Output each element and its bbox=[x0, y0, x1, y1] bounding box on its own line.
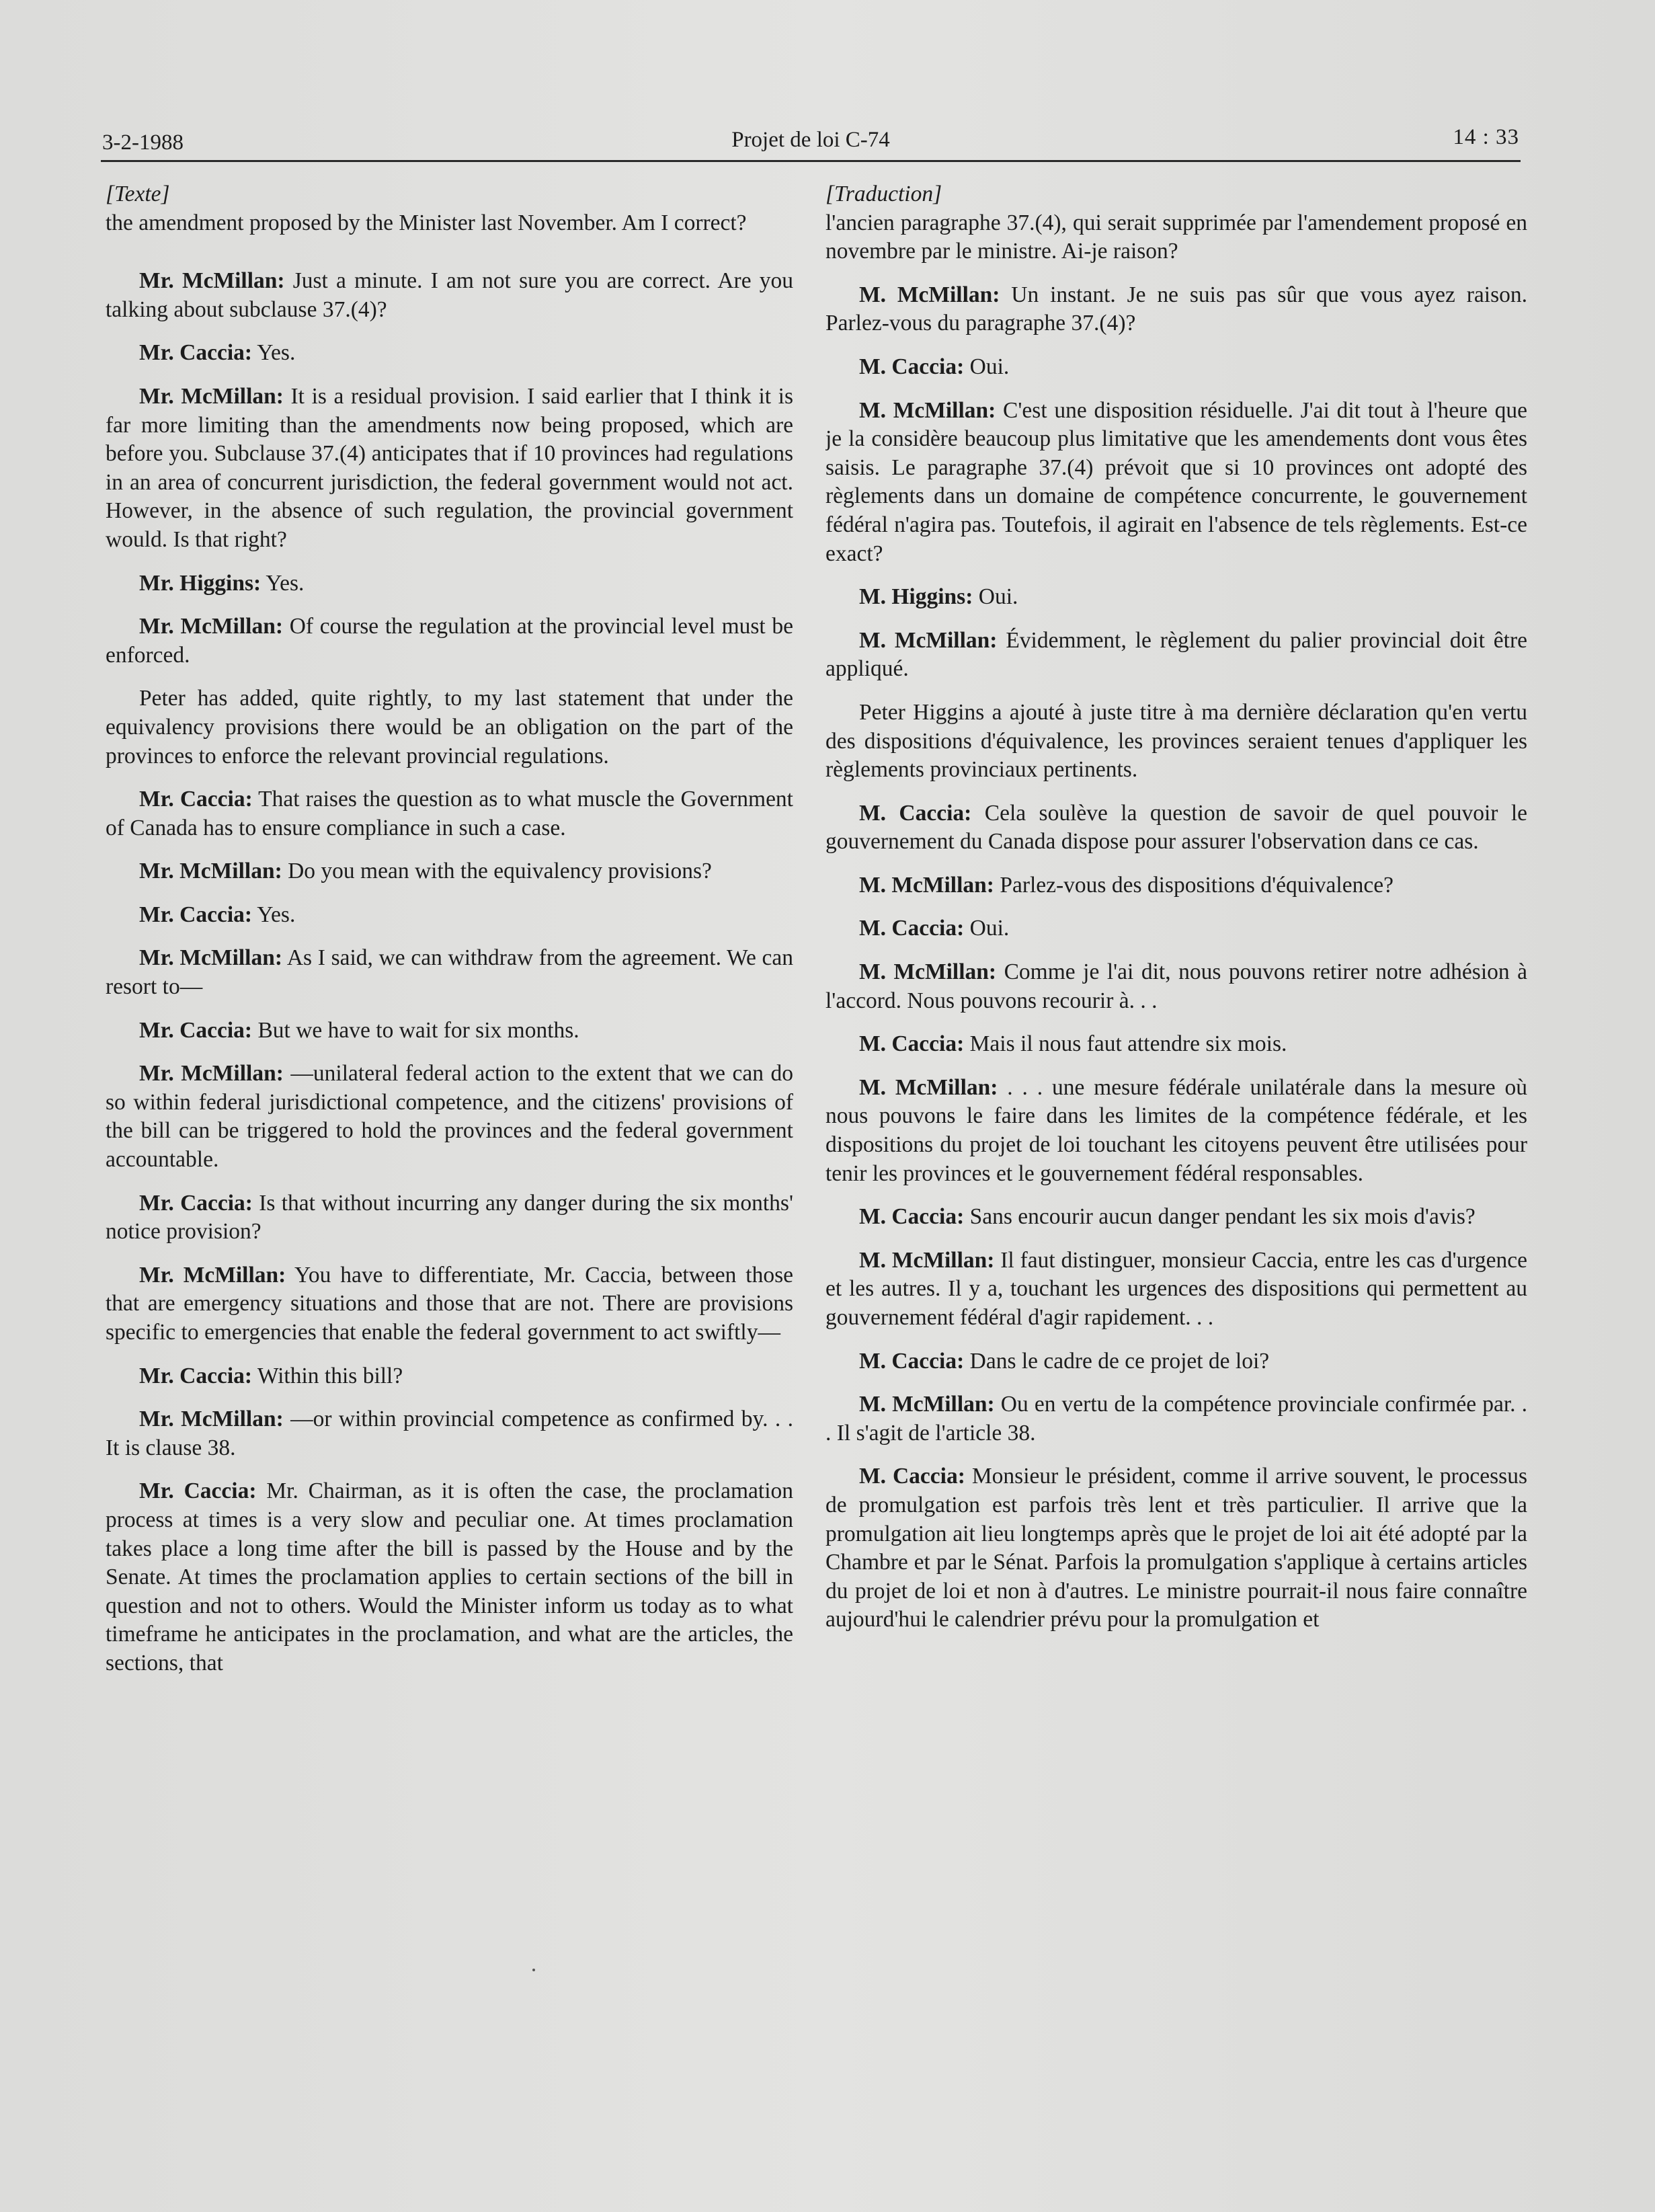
transcript-paragraph bbox=[825, 871, 1527, 900]
speaker-name: Mr. McMillan: bbox=[139, 614, 284, 639]
speaker-name: M. McMillan: bbox=[859, 627, 998, 653]
transcript-paragraph bbox=[825, 1074, 1527, 1188]
transcript-paragraph bbox=[106, 209, 793, 238]
transcript-paragraph bbox=[106, 1405, 793, 1462]
transcript-paragraph bbox=[825, 1347, 1527, 1376]
transcript-paragraph bbox=[106, 1477, 793, 1677]
speaker-name: M. Caccia: bbox=[859, 1204, 965, 1230]
transcript-paragraph bbox=[825, 209, 1527, 266]
speaker-name: M. McMillan: bbox=[859, 1247, 995, 1273]
paragraph-text: Yes. bbox=[257, 340, 296, 366]
speaker-name: Mr. McMillan: bbox=[139, 859, 282, 884]
paragraph-text: Peter has added, quite rightly, to my last statement that under the equivalency provisions there would be an obligation on the part of the provinces to enforce the relevant provincial regulations. bbox=[106, 686, 793, 768]
transcript-paragraph bbox=[106, 901, 793, 930]
paragraph-text: Cela soulève la question de savoir de quel pouvoir le gouvernement du Canada dispose pour assurer l'observation dans ce cas. bbox=[825, 800, 1527, 855]
speaker-name: M. McMillan: bbox=[859, 872, 994, 898]
transcript-paragraph bbox=[106, 1261, 793, 1347]
transcript-paragraph bbox=[106, 613, 793, 670]
speaker-name: Mr. Caccia: bbox=[139, 787, 253, 812]
speaker-name: M. McMillan: bbox=[859, 397, 996, 423]
speaker-name: M. Caccia: bbox=[859, 916, 965, 941]
paragraph-text: Just a minute. I am not sure you are correct. Are you talking about subclause 37.(4)? bbox=[106, 268, 793, 322]
transcript-paragraph bbox=[825, 1390, 1527, 1448]
paragraph-text: Of course the regulation at the provincial level must be enforced. bbox=[106, 614, 793, 668]
speaker-name: Mr. Caccia: bbox=[139, 340, 253, 366]
transcript-paragraph bbox=[825, 281, 1527, 338]
paragraph-text: —or within provincial competence as confirmed by. . . It is clause 38. bbox=[106, 1407, 793, 1460]
speaker-name: Mr. Higgins: bbox=[139, 570, 261, 596]
paragraph-text: Monsieur le président, comme il arrive souvent, le processus de promulgation est parfois très lent et très particulier. Il arrive que la promulgation ait lieu longtemps après que le projet de loi ait été adopté par la Chambre et par le Sénat. Parfois la promulgation s'applique à certains articles du projet de loi et non à d'autres. Le ministre pourrait-il nous faire connaître aujourd'hui le calendrier prévu pour la promulgation et bbox=[825, 1464, 1527, 1632]
transcript-paragraph bbox=[825, 397, 1527, 569]
transcript-paragraph bbox=[106, 267, 793, 324]
speaker-name: Mr. Caccia: bbox=[139, 1363, 253, 1388]
paragraph-text: Parlez-vous des dispositions d'équivalence? bbox=[1000, 872, 1394, 898]
column-label: [Traduction] bbox=[825, 182, 942, 206]
transcript-paragraph bbox=[825, 1462, 1527, 1634]
speaker-name: Mr. McMillan: bbox=[139, 1407, 284, 1432]
paragraph-text: Yes. bbox=[266, 570, 305, 596]
speaker-name: M. Caccia: bbox=[859, 1348, 965, 1374]
page-header bbox=[102, 125, 1519, 163]
transcript-paragraph bbox=[106, 785, 793, 842]
paragraph-text: . . . une mesure fédérale unilatérale dans la mesure où nous pouvons le faire dans les limites de la compétence fédérale, et les dispositions du projet de loi touchant les citoyens peuvent être utilisées pour tenir les provinces et le gouvernement fédéral responsables. bbox=[825, 1074, 1527, 1186]
paragraph-text: But we have to wait for six months. bbox=[257, 1017, 579, 1043]
paragraph-text: —unilateral federal action to the extent that we can do so within federal jurisdictional competence, and the citizens' provisions of the bill can be triggered to hold the provinces and the federal government accountable. bbox=[106, 1061, 793, 1173]
paragraph-text: Oui. bbox=[978, 584, 1018, 610]
paragraph-text: the amendment proposed by the Minister last November. Am I correct? bbox=[106, 210, 747, 235]
speaker-name: Mr. McMillan: bbox=[139, 1061, 284, 1087]
transcript-paragraph bbox=[106, 684, 793, 771]
french-column bbox=[825, 180, 1527, 1969]
paragraph-text: Oui. bbox=[969, 354, 1010, 379]
transcript-paragraph bbox=[106, 569, 793, 598]
paragraph-text: Un instant. Je ne suis pas sûr que vous ayez raison. Parlez-vous du paragraphe 37.(4)? bbox=[825, 282, 1527, 336]
speaker-name: M. Caccia: bbox=[859, 354, 965, 379]
paragraph-text: You have to differentiate, Mr. Caccia, between those that are emergency situations and those that are not. There are provisions specific to emergencies that enable the federal government to act swiftly— bbox=[106, 1262, 793, 1345]
scan-speck bbox=[532, 1969, 535, 1971]
paragraph-text: Oui. bbox=[969, 916, 1010, 941]
speaker-name: Mr. Caccia: bbox=[139, 902, 253, 927]
header-rule bbox=[101, 160, 1521, 162]
transcript-paragraph bbox=[825, 958, 1527, 1015]
paragraph-text: Yes. bbox=[257, 902, 296, 927]
speaker-name: Mr. Caccia: bbox=[139, 1478, 257, 1504]
transcript-paragraph bbox=[106, 1060, 793, 1174]
header-date: 3-2-1988 bbox=[102, 130, 184, 155]
speaker-name: Mr. McMillan: bbox=[139, 945, 283, 971]
speaker-name: M. Higgins: bbox=[859, 584, 973, 610]
transcript-paragraph bbox=[106, 383, 793, 555]
transcript-paragraph bbox=[106, 1362, 793, 1391]
speaker-name: M. Caccia: bbox=[859, 800, 972, 826]
paragraph-text: Mais il nous faut attendre six mois. bbox=[969, 1031, 1287, 1057]
speaker-name: Mr. McMillan: bbox=[139, 383, 284, 409]
speaker-name: M. Caccia: bbox=[859, 1464, 965, 1489]
transcript-paragraph bbox=[825, 1247, 1527, 1333]
speaker-name: Mr. McMillan: bbox=[139, 1262, 286, 1288]
speaker-name: M. McMillan: bbox=[859, 959, 997, 985]
paragraph-text: Sans encourir aucun danger pendant les six mois d'avis? bbox=[969, 1204, 1476, 1230]
paragraph-text: Il faut distinguer, monsieur Caccia, entre les cas d'urgence et les autres. Il y a, touchant les urgences des dispositions qui permettent au gouvernement fédéral d'agir rapidement. . . bbox=[825, 1247, 1527, 1330]
transcript-paragraph bbox=[825, 1203, 1527, 1232]
speaker-name: M. McMillan: bbox=[859, 282, 1000, 307]
transcript-paragraph bbox=[825, 583, 1527, 612]
transcript-paragraph bbox=[825, 799, 1527, 857]
paragraph-text: C'est une disposition résiduelle. J'ai dit tout à l'heure que je la considère beaucoup plus limitative que les amendements dont vous êtes saisis. Le paragraphe 37.(4) prévoit que si 10 provinces ont adopté des règlements dans un domaine de compétence concurrente, le gouvernement fédéral n'agira pas. Toutefois, il agirait en l'absence de tels règlements. Est-ce exact? bbox=[825, 397, 1527, 566]
paragraph-text: Within this bill? bbox=[257, 1363, 403, 1388]
transcript-paragraph bbox=[825, 914, 1527, 943]
speaker-name: Mr. Caccia: bbox=[139, 1017, 253, 1043]
paragraph-text: Dans le cadre de ce projet de loi? bbox=[969, 1348, 1270, 1374]
transcript-paragraph bbox=[106, 944, 793, 1001]
paragraph-text: That raises the question as to what muscle the Government of Canada has to ensure compliance in such a case. bbox=[106, 787, 793, 840]
transcript-paragraph bbox=[106, 857, 793, 886]
paragraph-text: Peter Higgins a ajouté à juste titre à ma dernière déclaration qu'en vertu des dispositions d'équivalence, les provinces seraient tenues d'appliquer les règlements provinciaux pertinents. bbox=[825, 699, 1527, 783]
header-page-number: 14 : 33 bbox=[1453, 125, 1519, 149]
paragraph-text: As I said, we can withdraw from the agreement. We can resort to— bbox=[106, 945, 793, 1000]
paragraph-text: l'ancien paragraphe 37.(4), qui serait supprimée par l'amendement proposé en novembre par le ministre. Ai-je raison? bbox=[825, 210, 1527, 264]
speaker-name: M. McMillan: bbox=[859, 1074, 998, 1100]
column-label: [Texte] bbox=[106, 182, 170, 206]
speaker-name: M. McMillan: bbox=[859, 1392, 995, 1417]
paragraph-text: Comme je l'ai dit, nous pouvons retirer notre adhésion à l'accord. Nous pouvons recourir à. . . bbox=[825, 959, 1527, 1013]
transcript-paragraph bbox=[825, 353, 1527, 382]
transcript-paragraph bbox=[825, 699, 1527, 785]
header-title: Projet de loi C-74 bbox=[731, 128, 890, 152]
transcript-paragraph bbox=[106, 339, 793, 368]
transcript-paragraph bbox=[106, 1189, 793, 1247]
paragraph-text: Ou en vertu de la compétence provinciale confirmée par. . . Il s'agit de l'article 38. bbox=[825, 1392, 1527, 1446]
speaker-name: Mr. McMillan: bbox=[139, 268, 285, 294]
paragraph-text: Is that without incurring any danger during the six months' notice provision? bbox=[106, 1190, 793, 1245]
speaker-name: Mr. Caccia: bbox=[139, 1190, 253, 1216]
speaker-name: M. Caccia: bbox=[859, 1031, 965, 1057]
transcript-paragraph bbox=[825, 627, 1527, 684]
paragraph-text: Do you mean with the equivalency provisions? bbox=[288, 859, 712, 884]
transcript-paragraph bbox=[106, 1017, 793, 1045]
paragraph-text: Évidemment, le règlement du palier provincial doit être appliqué. bbox=[825, 627, 1527, 682]
paragraph-text: It is a residual provision. I said earlier that I think it is far more limiting than the amendments now being proposed, which are before you. Subclause 37.(4) anticipates that if 10 provinces had regulations in an area of concurrent jurisdiction, the federal government would not act. However, in the absence of such regulation, the provincial government would. Is that right? bbox=[106, 383, 793, 552]
paragraph-text: Mr. Chairman, as it is often the case, the proclamation process at times is a very slow and peculiar one. At times proclamation takes place a long time after the bill is passed by the House and by the Senate. At times the proclamation applies to certain sections of the bill in question and not to others. Would the Minister inform us today as to what timeframe he anticipates in the proclamation, and what are the articles, the sections, that bbox=[106, 1478, 793, 1675]
english-column bbox=[106, 180, 793, 1969]
transcript-paragraph bbox=[825, 1030, 1527, 1059]
